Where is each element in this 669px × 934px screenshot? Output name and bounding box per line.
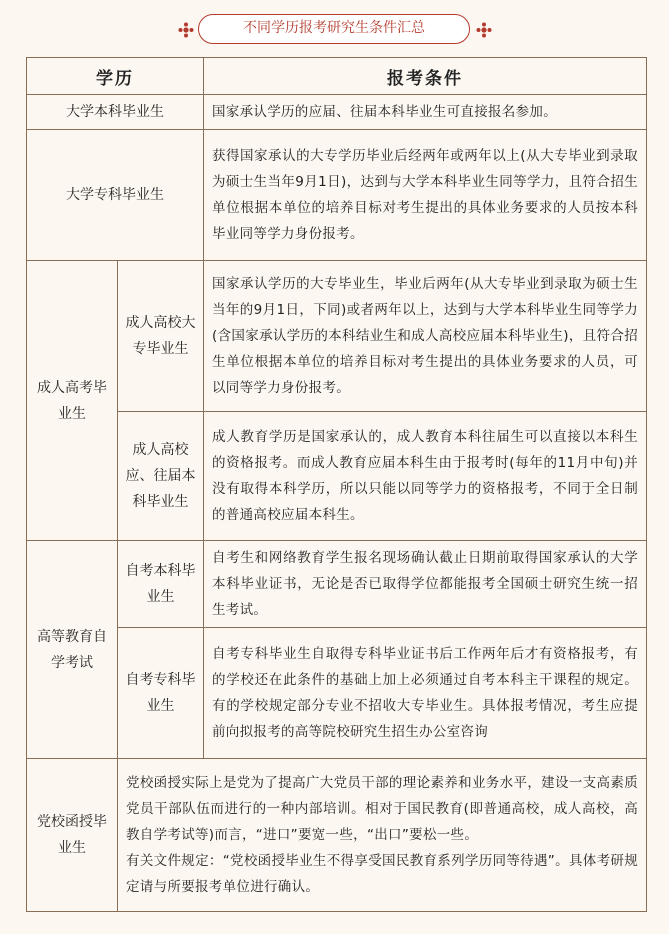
- table-header-row: [27, 58, 647, 95]
- table-row: [27, 130, 647, 261]
- row-text-party-p2: 有关文件规定：“党校函授毕业生不得享受国民教育系列学历同等待遇”。具体考研规定请与所要报考单位进行确认。: [126, 853, 638, 895]
- row-label-bachelor: 大学本科毕业生: [27, 95, 204, 130]
- table-row: [27, 412, 647, 541]
- title-banner: [0, 14, 669, 46]
- row-text-adult-bachelor: 成人教育学历是国家承认的，成人教育本科往届生可以直接以本科生的资格报考。而成人教育应届本科生由于报考时(每年的11月中旬)并没有取得本科学历，所以只能以同等学力的资格报考，不同于全日制的普通高校应届本科生。: [204, 412, 647, 541]
- row-sublabel-self-bachelor: 自考本科毕业生: [118, 541, 204, 628]
- row-text-adult-college: 国家承认学历的大专毕业生，毕业后两年(从大专毕业到录取为硕士生当年的9月1日，下同)或者两年以上，达到与大学本科毕业生同等学力(含国家承认学历的本科结业生和成人高校应届本科毕业生)，且符合招生单位根据本单位的培养目标对考生提出的具体业务要求的人员，可以同等学力身份报考。: [204, 261, 647, 412]
- conditions-table: [26, 57, 647, 912]
- flower-ornament-icon: [474, 20, 494, 40]
- row-text-bachelor: 国家承认学历的应届、往届本科毕业生可直接报名参加。: [204, 95, 647, 130]
- row-text-self-bachelor: 自考生和网络教育学生报名现场确认截止日期前取得国家承认的大学本科毕业证书，无论是否已取得学位都能报考全国硕士研究生统一招生考试。: [204, 541, 647, 628]
- row-sublabel-self-college: 自考专科毕业生: [118, 628, 204, 759]
- row-text-party-p1: 党校函授实际上是党为了提高广大党员干部的理论素养和业务水平，建设一支高素质党员干部队伍而进行的一种内部培训。相对于国民教育(即普通高校，成人高校，高教自学考试等)而言，“进口”要宽一些，“出口”要松一些。: [126, 775, 638, 843]
- flower-ornament-icon: [176, 20, 196, 40]
- page-title: 不同学历报考研究生条件汇总: [198, 14, 470, 44]
- row-label-adult: 成人高考毕业生: [27, 261, 118, 541]
- header-conditions: 报考条件: [204, 58, 647, 95]
- row-label-college: 大学专科毕业生: [27, 130, 204, 261]
- table-row: [27, 261, 647, 412]
- row-label-party: 党校函授毕业生: [27, 759, 118, 912]
- row-sublabel-adult-college: 成人高校大专毕业生: [118, 261, 204, 412]
- table-row: [27, 95, 647, 130]
- row-sublabel-adult-bachelor: 成人高校应、往届本科毕业生: [118, 412, 204, 541]
- table-row: [27, 541, 647, 628]
- table-row: [27, 628, 647, 759]
- row-text-college: 获得国家承认的大专学历毕业后经两年或两年以上(从大专毕业到录取为硕士生当年9月1日)，达到与大学本科毕业生同等学力，且符合招生单位根据本单位的培养目标对考生提出的具体业务要求的人员按本科毕业同等学力身份报考。: [204, 130, 647, 261]
- table-row: [27, 759, 647, 912]
- row-label-self-study: 高等教育自学考试: [27, 541, 118, 759]
- header-education: 学历: [27, 58, 204, 95]
- row-text-self-college: 自考专科毕业生自取得专科毕业证书后工作两年后才有资格报考，有的学校还在此条件的基础上加上必须通过自考本科主干课程的规定。有的学校规定部分专业不招收大专毕业生。具体报考情况，考生应提前向拟报考的高等院校研究生招生办公室咨询: [204, 628, 647, 759]
- row-text-party: [118, 759, 647, 912]
